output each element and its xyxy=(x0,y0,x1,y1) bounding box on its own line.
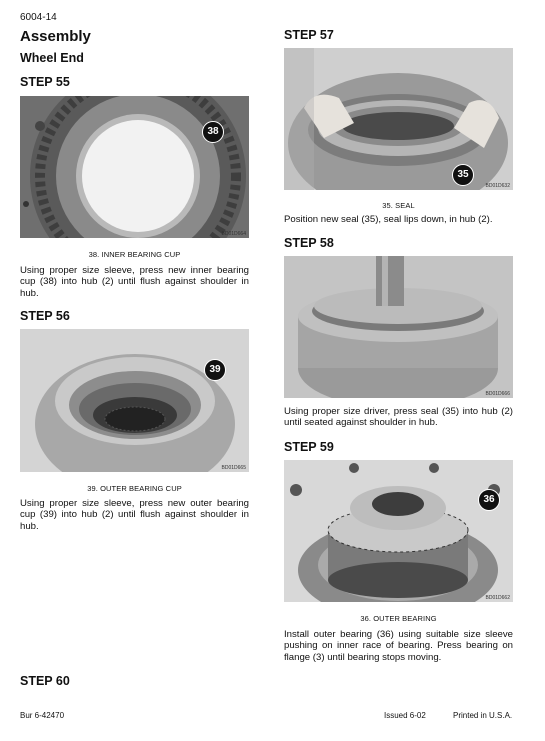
callout-39: 39 xyxy=(204,359,226,381)
footer-issued: Issued 6-02 xyxy=(384,711,426,720)
section-title: Assembly xyxy=(20,28,91,45)
step-55-photo xyxy=(20,96,249,238)
step-57-text: Position new seal (35), seal lips down, in hub (2). xyxy=(284,214,493,225)
step-55-text: Using proper size sleeve, press new inner bearing cup (38) into hub (2) until flush against shoulder in hub. xyxy=(20,265,249,299)
section-subtitle: Wheel End xyxy=(20,51,84,65)
step-59-figure-code: BD01D662 xyxy=(485,595,510,601)
step-59-caption: 36. OUTER BEARING xyxy=(360,614,437,623)
step-57-caption: 35. SEAL xyxy=(382,201,415,210)
step-55-figure-code: BD01D664 xyxy=(221,231,246,237)
step-57-title: STEP 57 xyxy=(284,28,334,42)
footer-printed: Printed in U.S.A. xyxy=(453,711,513,720)
step-59-text: Install outer bearing (36) using suitable size sleeve pushing on inner race of bearing. Press bearing on flange (3) until bearing stops moving. xyxy=(284,629,513,663)
step-56-text: Using proper size sleeve, press new outer bearing cup (39) into hub (2) until flush against shoulder in hub. xyxy=(20,498,249,532)
step-55-caption: 38. INNER BEARING CUP xyxy=(88,250,181,259)
step-56-title: STEP 56 xyxy=(20,309,70,323)
step-55-title: STEP 55 xyxy=(20,75,70,89)
step-58-photo xyxy=(284,256,513,398)
step-59-title: STEP 59 xyxy=(284,440,334,454)
callout-35: 35 xyxy=(452,164,474,186)
footer-doc-ref: Bur 6-42470 xyxy=(20,711,65,720)
callout-36: 36 xyxy=(478,489,500,511)
step-58-text: Using proper size driver, press seal (35) into hub (2) until seated against shoulder in hub. xyxy=(284,406,513,429)
step-56-photo xyxy=(20,329,249,472)
step-58-title: STEP 58 xyxy=(284,236,334,250)
step-56-caption: 39. OUTER BEARING CUP xyxy=(87,484,182,493)
step-57-figure-code: BD01D632 xyxy=(485,183,510,189)
step-59-photo xyxy=(284,460,513,602)
page-number: 6004-14 xyxy=(20,12,57,23)
step-58-figure-code: BD01D666 xyxy=(485,391,510,397)
callout-38: 38 xyxy=(202,121,224,143)
step-60-title: STEP 60 xyxy=(20,674,70,688)
step-56-figure-code: BD01D665 xyxy=(221,465,246,471)
step-57-photo xyxy=(284,48,513,190)
